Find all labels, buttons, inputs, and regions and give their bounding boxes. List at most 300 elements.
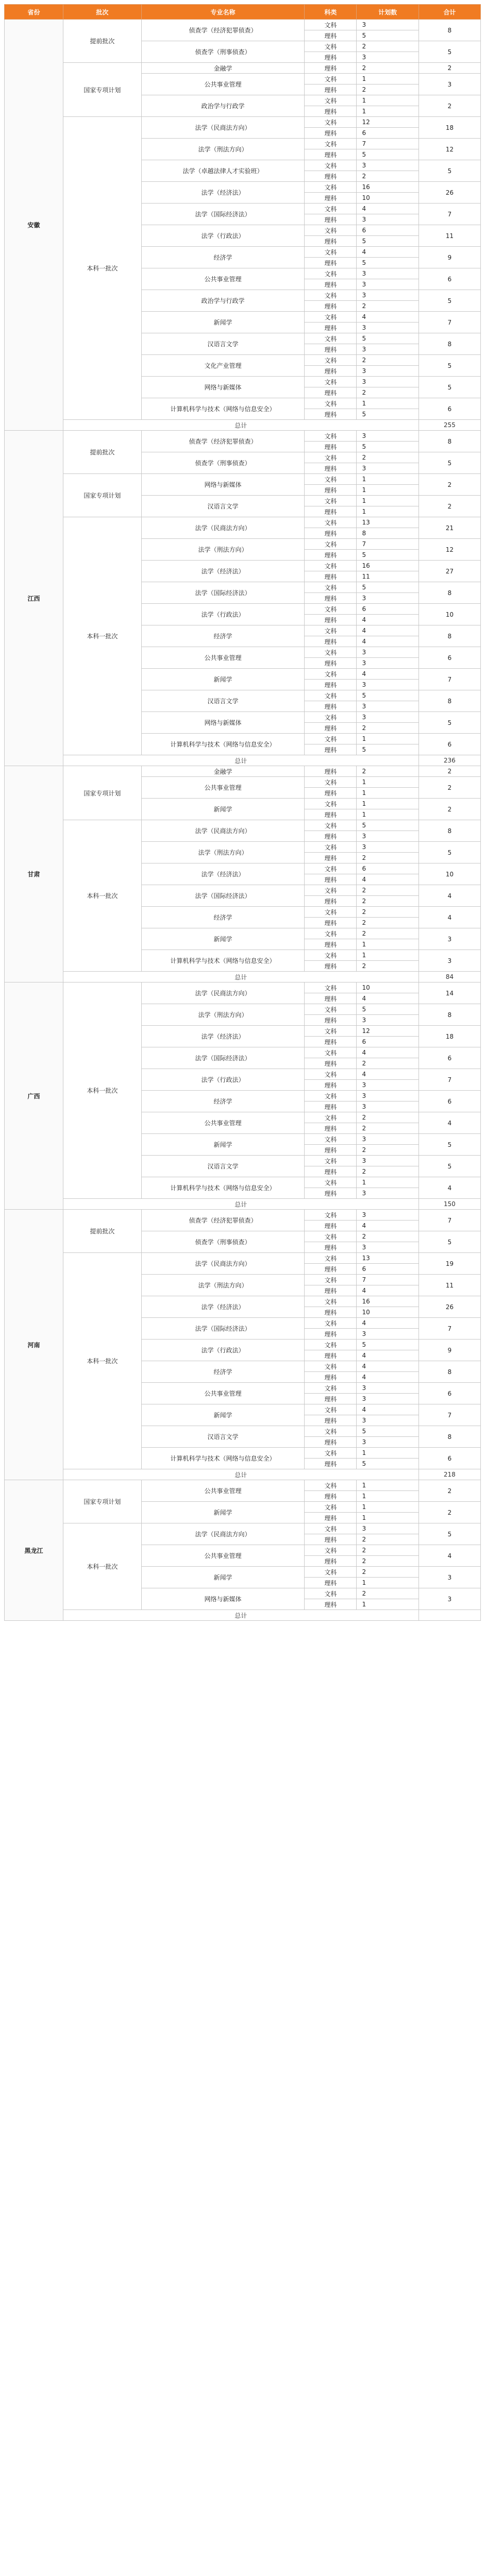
plan-cell: 4 (357, 636, 419, 647)
category-cell: 理科 (305, 1329, 357, 1340)
major-total-cell: 18 (419, 117, 480, 139)
category-cell: 文科 (305, 452, 357, 463)
major-cell: 汉语言文学 (141, 333, 304, 355)
category-cell: 文科 (305, 1026, 357, 1037)
category-cell: 理科 (305, 301, 357, 312)
plan-cell: 2 (357, 355, 419, 366)
plan-cell: 16 (357, 1296, 419, 1307)
province-total-row (5, 1469, 481, 1480)
major-cell: 法学（国际经济法） (141, 582, 304, 604)
plan-cell: 5 (357, 30, 419, 41)
plan-cell: 3 (357, 1188, 419, 1199)
plan-cell: 1 (357, 788, 419, 799)
category-cell: 理科 (305, 701, 357, 712)
major-cell: 计算机科学与技术（网络与信息安全） (141, 950, 304, 972)
category-cell: 文科 (305, 355, 357, 366)
major-total-cell: 7 (419, 1210, 480, 1231)
major-total-cell: 5 (419, 290, 480, 312)
category-cell: 文科 (305, 928, 357, 939)
major-cell: 侦查学（经济犯罪侦查） (141, 431, 304, 452)
category-cell: 文科 (305, 1523, 357, 1534)
plan-cell: 3 (357, 1437, 419, 1448)
major-total-cell: 5 (419, 1156, 480, 1177)
major-total-cell: 5 (419, 1231, 480, 1253)
major-cell: 法学（民商法方向） (141, 117, 304, 139)
plan-cell: 4 (357, 1285, 419, 1296)
category-cell: 理科 (305, 1394, 357, 1404)
table-row (5, 20, 481, 30)
category-cell: 文科 (305, 1047, 357, 1058)
plan-cell: 5 (357, 236, 419, 247)
plan-cell: 3 (357, 1101, 419, 1112)
category-cell: 文科 (305, 669, 357, 680)
province-total-value (419, 1610, 480, 1621)
plan-cell: 4 (357, 1361, 419, 1372)
batch-cell: 国家专项计划 (63, 474, 141, 517)
category-cell: 理科 (305, 442, 357, 452)
major-total-cell: 2 (419, 799, 480, 820)
major-total-cell: 12 (419, 139, 480, 160)
plan-cell: 2 (357, 387, 419, 398)
major-total-cell: 2 (419, 496, 480, 517)
table-row (5, 766, 481, 777)
category-cell: 理科 (305, 409, 357, 420)
plan-cell: 6 (357, 1264, 419, 1275)
major-total-cell: 21 (419, 517, 480, 539)
category-cell: 理科 (305, 1491, 357, 1502)
table-row (5, 117, 481, 128)
major-total-cell: 8 (419, 20, 480, 41)
category-cell: 理科 (305, 214, 357, 225)
category-cell: 理科 (305, 615, 357, 625)
category-cell: 理科 (305, 1513, 357, 1523)
plan-cell: 3 (357, 1156, 419, 1166)
category-cell: 文科 (305, 1567, 357, 1578)
admission-plan-table-container (4, 4, 481, 1621)
category-cell: 文科 (305, 496, 357, 506)
plan-cell: 1 (357, 1448, 419, 1459)
category-cell: 理科 (305, 1285, 357, 1296)
category-cell: 文科 (305, 474, 357, 485)
category-cell: 理科 (305, 1599, 357, 1610)
plan-cell: 4 (357, 312, 419, 323)
category-cell: 理科 (305, 1437, 357, 1448)
major-cell: 侦查学（经济犯罪侦查） (141, 20, 304, 41)
plan-cell: 3 (357, 1383, 419, 1394)
plan-cell: 2 (357, 1588, 419, 1599)
major-total-cell: 5 (419, 712, 480, 734)
plan-cell: 1 (357, 474, 419, 485)
major-cell: 公共事业管理 (141, 777, 304, 799)
plan-cell: 13 (357, 517, 419, 528)
batch-cell: 本科一批次 (63, 517, 141, 755)
major-total-cell: 10 (419, 863, 480, 885)
major-cell: 汉语言文学 (141, 1156, 304, 1177)
category-cell: 理科 (305, 723, 357, 734)
major-total-cell: 2 (419, 777, 480, 799)
plan-cell: 4 (357, 1372, 419, 1383)
major-cell: 新闻学 (141, 1502, 304, 1523)
major-total-cell: 3 (419, 928, 480, 950)
major-cell: 法学（行政法） (141, 1340, 304, 1361)
plan-cell: 2 (357, 1545, 419, 1556)
plan-cell: 3 (357, 1523, 419, 1534)
plan-cell: 3 (357, 1242, 419, 1253)
major-cell: 计算机科学与技术（网络与信息安全） (141, 398, 304, 420)
category-cell: 文科 (305, 204, 357, 214)
plan-cell: 5 (357, 744, 419, 755)
category-cell: 理科 (305, 344, 357, 355)
major-cell: 法学（卓越法律人才实验班） (141, 160, 304, 182)
category-cell: 理科 (305, 1166, 357, 1177)
plan-cell: 4 (357, 204, 419, 214)
major-cell: 法学（行政法） (141, 1069, 304, 1091)
major-cell: 文化产业管理 (141, 355, 304, 377)
major-total-cell: 6 (419, 1448, 480, 1469)
category-cell: 理科 (305, 106, 357, 117)
category-cell: 理科 (305, 52, 357, 63)
plan-cell: 3 (357, 323, 419, 333)
category-cell: 文科 (305, 842, 357, 853)
plan-cell: 3 (357, 1210, 419, 1221)
plan-cell: 3 (357, 52, 419, 63)
major-cell: 法学（民商法方向） (141, 517, 304, 539)
plan-cell: 3 (357, 463, 419, 474)
plan-cell: 4 (357, 1047, 419, 1058)
plan-cell: 3 (357, 1015, 419, 1026)
major-cell: 汉语言文学 (141, 496, 304, 517)
category-cell: 理科 (305, 1037, 357, 1047)
table-row (5, 1210, 481, 1221)
plan-cell: 2 (357, 84, 419, 95)
plan-cell: 5 (357, 442, 419, 452)
plan-cell: 2 (357, 1145, 419, 1156)
category-cell: 理科 (305, 171, 357, 182)
plan-cell: 2 (357, 63, 419, 74)
category-cell: 文科 (305, 1318, 357, 1329)
category-cell: 文科 (305, 885, 357, 896)
plan-cell: 1 (357, 106, 419, 117)
category-cell: 理科 (305, 918, 357, 928)
category-cell: 文科 (305, 398, 357, 409)
category-cell: 文科 (305, 182, 357, 193)
batch-cell: 本科一批次 (63, 982, 141, 1199)
major-total-cell: 11 (419, 1275, 480, 1296)
category-cell: 文科 (305, 712, 357, 723)
plan-cell: 2 (357, 1123, 419, 1134)
header-category: 科类 (305, 5, 357, 20)
plan-cell: 13 (357, 1253, 419, 1264)
plan-cell: 10 (357, 982, 419, 993)
category-cell: 文科 (305, 333, 357, 344)
major-total-cell: 8 (419, 582, 480, 604)
category-cell: 文科 (305, 1091, 357, 1101)
category-cell: 理科 (305, 1123, 357, 1134)
major-total-cell: 26 (419, 1296, 480, 1318)
category-cell: 理科 (305, 506, 357, 517)
category-cell: 文科 (305, 1448, 357, 1459)
category-cell: 文科 (305, 1404, 357, 1415)
province-total-label: 总计 (63, 755, 419, 766)
major-total-cell: 9 (419, 1340, 480, 1361)
plan-cell: 5 (357, 582, 419, 593)
category-cell: 理科 (305, 744, 357, 755)
major-cell: 法学（国际经济法） (141, 204, 304, 225)
category-cell: 理科 (305, 366, 357, 377)
plan-cell: 2 (357, 723, 419, 734)
category-cell: 文科 (305, 1426, 357, 1437)
major-total-cell: 6 (419, 398, 480, 420)
table-row (5, 982, 481, 993)
category-cell: 理科 (305, 809, 357, 820)
major-cell: 法学（经济法） (141, 182, 304, 204)
province-total-row (5, 420, 481, 431)
major-cell: 公共事业管理 (141, 1383, 304, 1404)
category-cell: 文科 (305, 777, 357, 788)
plan-cell: 2 (357, 301, 419, 312)
category-cell: 理科 (305, 658, 357, 669)
plan-cell: 3 (357, 1329, 419, 1340)
province-total-row (5, 972, 481, 982)
plan-cell: 3 (357, 344, 419, 355)
major-total-cell: 5 (419, 355, 480, 377)
major-total-cell: 2 (419, 63, 480, 74)
plan-cell: 4 (357, 669, 419, 680)
plan-cell: 2 (357, 1231, 419, 1242)
major-total-cell: 8 (419, 625, 480, 647)
major-total-cell: 27 (419, 561, 480, 582)
plan-cell: 4 (357, 1069, 419, 1080)
plan-cell: 1 (357, 1578, 419, 1588)
category-cell: 理科 (305, 1145, 357, 1156)
major-cell: 政治学与行政学 (141, 95, 304, 117)
plan-cell: 2 (357, 885, 419, 896)
major-cell: 网络与新媒体 (141, 377, 304, 398)
batch-cell: 本科一批次 (63, 1523, 141, 1610)
major-cell: 法学（行政法） (141, 604, 304, 625)
major-total-cell: 8 (419, 820, 480, 842)
major-cell: 法学（经济法） (141, 863, 304, 885)
category-cell: 文科 (305, 1004, 357, 1015)
plan-cell: 4 (357, 247, 419, 258)
major-total-cell: 6 (419, 647, 480, 669)
category-cell: 文科 (305, 1383, 357, 1394)
major-cell: 汉语言文学 (141, 690, 304, 712)
plan-cell: 2 (357, 41, 419, 52)
major-total-cell: 7 (419, 669, 480, 690)
category-cell: 文科 (305, 1275, 357, 1285)
category-cell: 文科 (305, 41, 357, 52)
plan-cell: 2 (357, 1166, 419, 1177)
batch-cell: 国家专项计划 (63, 1480, 141, 1523)
category-cell: 文科 (305, 582, 357, 593)
category-cell: 理科 (305, 63, 357, 74)
province-total-label: 总计 (63, 1610, 419, 1621)
category-cell: 理科 (305, 896, 357, 907)
major-total-cell: 8 (419, 1004, 480, 1026)
province-total-label: 总计 (63, 1199, 419, 1210)
category-cell: 理科 (305, 236, 357, 247)
plan-cell: 7 (357, 1275, 419, 1285)
major-cell: 经济学 (141, 625, 304, 647)
plan-cell: 3 (357, 1080, 419, 1091)
major-total-cell: 6 (419, 1091, 480, 1112)
province-total-label: 总计 (63, 972, 419, 982)
major-cell: 公共事业管理 (141, 1112, 304, 1134)
major-total-cell: 5 (419, 160, 480, 182)
category-cell: 文科 (305, 690, 357, 701)
category-cell: 文科 (305, 1502, 357, 1513)
category-cell: 文科 (305, 1340, 357, 1350)
batch-cell: 提前批次 (63, 20, 141, 63)
table-row (5, 1480, 481, 1491)
plan-cell: 3 (357, 290, 419, 301)
major-cell: 计算机科学与技术（网络与信息安全） (141, 1448, 304, 1469)
major-cell: 新闻学 (141, 1567, 304, 1588)
plan-cell: 4 (357, 1404, 419, 1415)
plan-cell: 2 (357, 961, 419, 972)
major-cell: 法学（经济法） (141, 1026, 304, 1047)
category-cell: 理科 (305, 1307, 357, 1318)
major-total-cell: 6 (419, 734, 480, 755)
plan-cell: 6 (357, 1037, 419, 1047)
province-cell: 黑龙江 (5, 1480, 63, 1621)
category-cell: 理科 (305, 993, 357, 1004)
plan-cell: 10 (357, 193, 419, 204)
category-cell: 理科 (305, 387, 357, 398)
major-total-cell: 7 (419, 1069, 480, 1091)
plan-cell: 5 (357, 149, 419, 160)
category-cell: 文科 (305, 517, 357, 528)
category-cell: 文科 (305, 907, 357, 918)
plan-cell: 2 (357, 171, 419, 182)
category-cell: 理科 (305, 1101, 357, 1112)
province-total-label: 总计 (63, 420, 419, 431)
category-cell: 理科 (305, 1415, 357, 1426)
header-batch: 批次 (63, 5, 141, 20)
major-total-cell: 5 (419, 377, 480, 398)
header-total: 合计 (419, 5, 480, 20)
plan-cell: 4 (357, 615, 419, 625)
plan-cell: 5 (357, 550, 419, 561)
category-cell: 理科 (305, 874, 357, 885)
category-cell: 理科 (305, 485, 357, 496)
major-total-cell: 2 (419, 474, 480, 496)
category-cell: 文科 (305, 377, 357, 387)
major-cell: 公共事业管理 (141, 1480, 304, 1502)
plan-cell: 1 (357, 95, 419, 106)
major-cell: 网络与新媒体 (141, 474, 304, 496)
category-cell: 理科 (305, 1221, 357, 1231)
province-total-value: 84 (419, 972, 480, 982)
category-cell: 理科 (305, 831, 357, 842)
table-row (5, 63, 481, 74)
province-total-row (5, 755, 481, 766)
plan-cell: 1 (357, 74, 419, 84)
plan-cell: 8 (357, 528, 419, 539)
category-cell: 理科 (305, 323, 357, 333)
plan-cell: 5 (357, 1340, 419, 1350)
major-total-cell: 3 (419, 1588, 480, 1610)
major-cell: 法学（刑法方向） (141, 1275, 304, 1296)
plan-cell: 1 (357, 496, 419, 506)
plan-cell: 4 (357, 1350, 419, 1361)
category-cell: 理科 (305, 463, 357, 474)
category-cell: 理科 (305, 1058, 357, 1069)
major-cell: 金融学 (141, 766, 304, 777)
major-cell: 经济学 (141, 907, 304, 928)
major-cell: 法学（国际经济法） (141, 1047, 304, 1069)
batch-cell: 提前批次 (63, 1210, 141, 1253)
plan-cell: 7 (357, 539, 419, 550)
major-cell: 法学（刑法方向） (141, 842, 304, 863)
table-header-row (5, 5, 481, 20)
plan-cell: 1 (357, 1502, 419, 1513)
plan-cell: 4 (357, 1221, 419, 1231)
major-total-cell: 5 (419, 41, 480, 63)
category-cell: 理科 (305, 1556, 357, 1567)
category-cell: 文科 (305, 1177, 357, 1188)
plan-cell: 3 (357, 1091, 419, 1101)
table-row (5, 431, 481, 442)
category-cell: 理科 (305, 593, 357, 604)
plan-cell: 3 (357, 214, 419, 225)
plan-cell: 3 (357, 279, 419, 290)
major-total-cell: 7 (419, 1318, 480, 1340)
category-cell: 文科 (305, 268, 357, 279)
category-cell: 理科 (305, 1015, 357, 1026)
category-cell: 理科 (305, 1188, 357, 1199)
plan-cell: 5 (357, 258, 419, 268)
category-cell: 理科 (305, 1372, 357, 1383)
major-total-cell: 3 (419, 1567, 480, 1588)
category-cell: 文科 (305, 1210, 357, 1221)
major-total-cell: 3 (419, 74, 480, 95)
plan-cell: 5 (357, 1459, 419, 1469)
major-cell: 新闻学 (141, 1134, 304, 1156)
plan-cell: 3 (357, 680, 419, 690)
category-cell: 文科 (305, 1231, 357, 1242)
major-total-cell: 11 (419, 225, 480, 247)
plan-cell: 4 (357, 993, 419, 1004)
table-row (5, 820, 481, 831)
major-cell: 法学（国际经济法） (141, 885, 304, 907)
major-total-cell: 8 (419, 1361, 480, 1383)
major-total-cell: 5 (419, 452, 480, 474)
plan-cell: 2 (357, 1112, 419, 1123)
major-cell: 侦查学（刑事侦查） (141, 41, 304, 63)
category-cell: 文科 (305, 647, 357, 658)
category-cell: 理科 (305, 961, 357, 972)
major-cell: 公共事业管理 (141, 1545, 304, 1567)
major-total-cell: 6 (419, 1383, 480, 1404)
category-cell: 文科 (305, 225, 357, 236)
major-total-cell: 4 (419, 1112, 480, 1134)
plan-cell: 3 (357, 366, 419, 377)
major-cell: 公共事业管理 (141, 268, 304, 290)
plan-cell: 3 (357, 1134, 419, 1145)
plan-cell: 1 (357, 398, 419, 409)
province-cell: 甘肃 (5, 766, 63, 982)
category-cell: 文科 (305, 1069, 357, 1080)
major-cell: 侦查学（经济犯罪侦查） (141, 1210, 304, 1231)
major-cell: 法学（经济法） (141, 1296, 304, 1318)
plan-cell: 1 (357, 799, 419, 809)
major-cell: 经济学 (141, 1361, 304, 1383)
major-total-cell: 5 (419, 1523, 480, 1545)
plan-cell: 3 (357, 268, 419, 279)
major-total-cell: 7 (419, 1404, 480, 1426)
